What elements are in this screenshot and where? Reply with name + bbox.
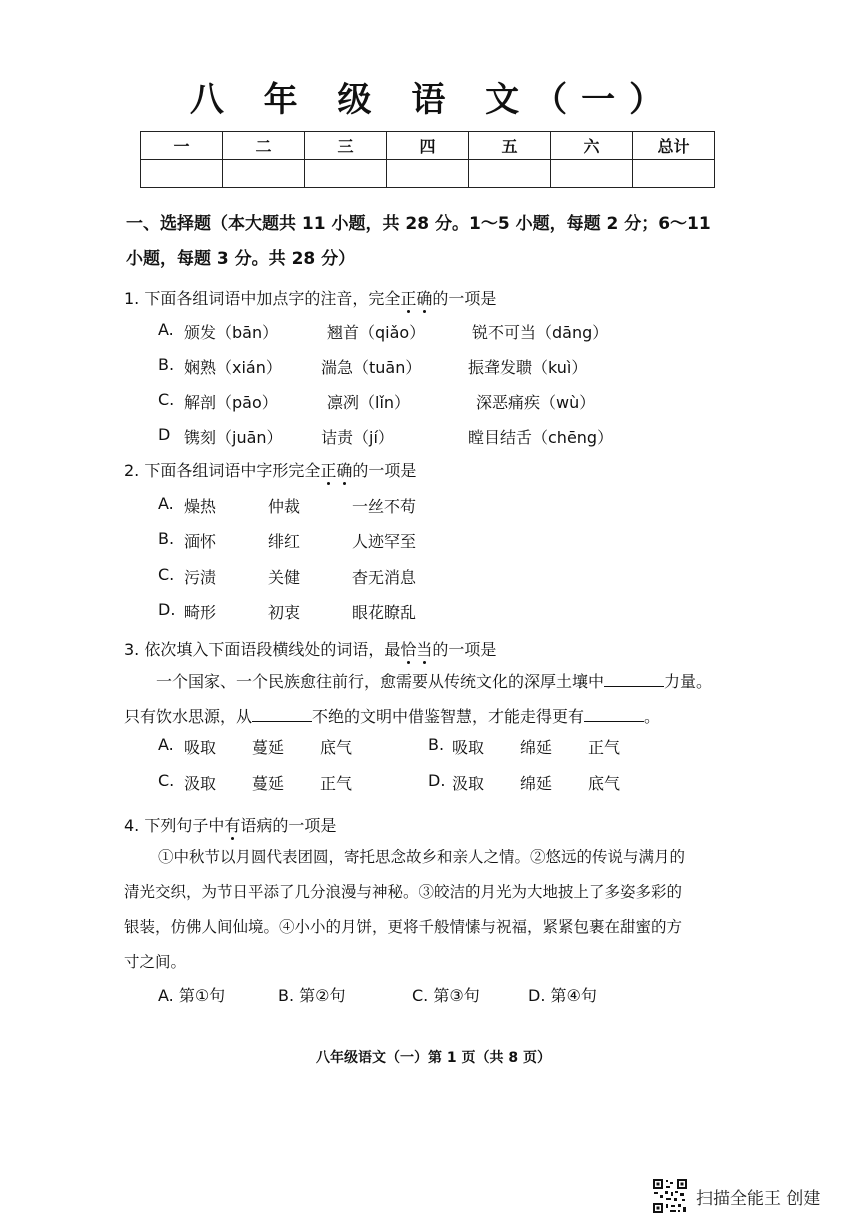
emphasis-char: 恰: [400, 640, 417, 659]
option-word: 燥热: [184, 497, 217, 516]
section-heading: [126, 207, 741, 277]
option-word: 颁发（bān）: [184, 323, 279, 342]
score-cell-4: [387, 160, 469, 188]
option: C. 第③句: [412, 986, 480, 1005]
option-letter: D: [158, 425, 171, 444]
option-letter: A.: [158, 494, 174, 513]
option-word: 底气: [588, 774, 621, 793]
option-word: 仲裁: [268, 497, 301, 516]
section-heading-line-2: 小题，每题 3 分。共 28 分）: [126, 249, 356, 269]
option-letter: C.: [158, 771, 175, 790]
emphasis-char: 当: [416, 640, 433, 659]
passage-line-4: 寸之间。: [124, 953, 187, 971]
option-letter: B.: [158, 355, 175, 374]
question-4-stem-post: 语病的一项是: [240, 816, 337, 835]
option-letter: A.: [158, 735, 174, 754]
question-1-stem-dotted: [400, 289, 432, 308]
answer-blank: [584, 707, 644, 722]
option-word: 关健: [268, 568, 301, 587]
passage-text: 力量。: [664, 672, 713, 691]
score-header-1: 一: [141, 132, 223, 160]
score-table: [140, 131, 715, 188]
answer-blank: [604, 672, 664, 687]
question-2-stem-pre: 2. 下面各组词语中字形完全: [124, 461, 321, 480]
score-cell-total: [633, 160, 715, 188]
score-header-total: 总计: [633, 132, 715, 160]
option: B. 第②句: [278, 986, 346, 1005]
option-word: 蔓延: [252, 774, 285, 793]
question-3-stem: [124, 637, 496, 660]
option: A. 第①句: [158, 986, 226, 1005]
option-word: 汲取: [452, 774, 485, 793]
passage-line-3: 银装，仿佛人间仙境。④小小的月饼，更将千般情愫与祝福，紧紧包裹在甜蜜的方: [124, 918, 683, 936]
option-word: 杳无消息: [352, 568, 417, 587]
option-letter: B.: [158, 529, 175, 548]
question-4-stem-pre: 4. 下列句子中: [124, 816, 225, 835]
question-2-stem: [124, 458, 416, 481]
question-3-stem-dotted: [400, 640, 432, 659]
passage-line-2: 清光交织，为节日平添了几分浪漫与神秘。③皎洁的月光为大地披上了多姿多彩的: [124, 883, 683, 901]
score-header-4: 四: [387, 132, 469, 160]
passage-text: 一个国家、一个民族愈往前行，愈需要从传统文化的深厚土壤中: [156, 672, 605, 691]
option-letter: B.: [428, 735, 445, 754]
option-word: 污渍: [184, 568, 217, 587]
option-word: 一丝不苟: [352, 497, 417, 516]
scanner-label: 扫描全能王 创建: [696, 1188, 821, 1209]
option-word: 镌刻（juān）: [184, 428, 283, 447]
option-letter: D.: [428, 771, 446, 790]
question-1-stem: [124, 286, 496, 309]
option-word: 解剖（pāo）: [184, 393, 278, 412]
question-1-stem-post: 的一项是: [432, 289, 497, 308]
option-word: 初衷: [268, 603, 301, 622]
score-header-2: 二: [223, 132, 305, 160]
question-3-stem-pre: 3. 依次填入下面语段横线处的词语，最: [124, 640, 401, 659]
score-cell-6: [551, 160, 633, 188]
option-word: 正气: [588, 738, 621, 757]
emphasis-char: 确: [336, 461, 353, 480]
emphasis-char: 正: [320, 461, 337, 480]
score-cell-3: [305, 160, 387, 188]
option-word: 绯红: [268, 532, 301, 551]
option-word: 吸取: [452, 738, 485, 757]
option-word: 湍急（tuān）: [321, 358, 422, 377]
score-table-header-row: [141, 132, 715, 160]
question-3-passage: [124, 664, 744, 734]
option-letter: D.: [158, 600, 176, 619]
scanner-watermark: [652, 1176, 820, 1216]
score-cell-2: [223, 160, 305, 188]
section-heading-line-1: 一、选择题（本大题共 11 小题，共 28 分。1～5 小题，每题 2 分；6～11: [126, 214, 711, 234]
option-word: 蔓延: [252, 738, 285, 757]
option-letter: C.: [158, 565, 175, 584]
option: D. 第④句: [528, 986, 597, 1005]
option-word: 畸形: [184, 603, 217, 622]
option-word: 诘责（jí）: [321, 428, 394, 447]
option-word: 正气: [320, 774, 353, 793]
score-header-3: 三: [305, 132, 387, 160]
option-word: 眼花瞭乱: [352, 603, 417, 622]
page-footer: 八年级语文（一）第 1 页（共 8 页）: [316, 1050, 551, 1066]
page-title: 八 年 级 语 文（一）: [189, 80, 678, 120]
option-word: 吸取: [184, 738, 217, 757]
option-letter: A.: [158, 320, 174, 339]
option-word: 人迹罕至: [352, 532, 417, 551]
passage-line-1: [124, 664, 744, 699]
score-header-6: 六: [551, 132, 633, 160]
question-4-stem: [124, 813, 336, 836]
emphasis-char: 确: [416, 289, 433, 308]
score-cell-1: [141, 160, 223, 188]
qr-code-icon: [652, 1178, 688, 1214]
option-word: 绵延: [520, 774, 553, 793]
question-3-stem-post: 的一项是: [432, 640, 497, 659]
option-word: 锐不可当（dāng）: [472, 323, 609, 342]
option-word: 汲取: [184, 774, 217, 793]
passage-text: 。: [644, 707, 661, 726]
option-word: 振聋发聩（kuì）: [468, 358, 588, 377]
option-word: 湎怀: [184, 532, 217, 551]
option-word: 凛冽（lǐn）: [327, 393, 411, 412]
option-word: 娴熟（xián）: [184, 358, 282, 377]
question-4-passage: [124, 840, 744, 980]
passage-text: 只有饮水思源，从: [124, 707, 253, 726]
option-word: 底气: [320, 738, 353, 757]
option-word: 深恶痛疾（wù）: [476, 393, 596, 412]
question-2-stem-dotted: [320, 461, 352, 480]
passage-line-1: ①中秋节以月圆代表团圆，寄托思念故乡和亲人之情。②悠远的传说与满月的: [158, 848, 686, 866]
option-word: 瞠目结舌（chēng）: [468, 428, 614, 447]
passage-line-2: [124, 699, 744, 734]
question-2-stem-post: 的一项是: [352, 461, 417, 480]
option-letter: C.: [158, 390, 175, 409]
score-table-value-row: [141, 160, 715, 188]
question-1-stem-pre: 1. 下面各组词语中加点字的注音，完全: [124, 289, 401, 308]
score-header-5: 五: [469, 132, 551, 160]
passage-text: 不绝的文明中借鉴智慧，才能走得更有: [312, 707, 585, 726]
question-4-stem-dotted: 有: [224, 816, 241, 835]
score-cell-5: [469, 160, 551, 188]
answer-blank: [252, 707, 312, 722]
option-word: 绵延: [520, 738, 553, 757]
option-word: 翘首（qiǎo）: [327, 323, 426, 342]
emphasis-char: 正: [400, 289, 417, 308]
